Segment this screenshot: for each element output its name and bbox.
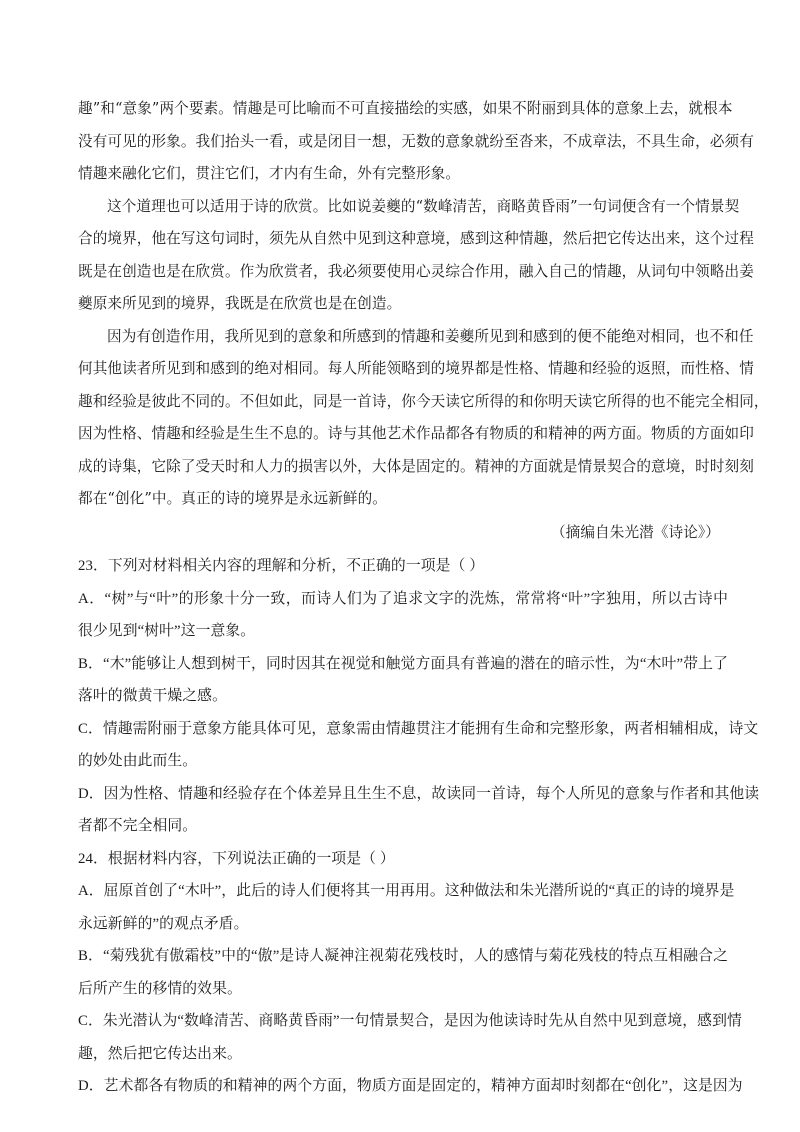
- passage-line: 成的诗集，它除了受天时和人力的损害以外，大体是固定的。精神的方面就是情景契合的意境，时时刻刻: [78, 458, 754, 475]
- option-b-cont: 后所产生的移情的效果。: [78, 981, 242, 997]
- option-a-cont: 永远新鲜的”的观点矛盾。: [78, 916, 249, 932]
- option-a: A．屈原首创了“木叶”，此后的诗人们便将其一用再用。这种做法和朱光潜所说的“真正的诗的境界是: [78, 883, 735, 899]
- passage-line: 因为性格、情趣和经验是生生不息的。诗与其他艺术作品都各有物质的和精神的两方面。物质的方面如印: [78, 425, 754, 442]
- question-stem: 24．根据材料内容，下列说法正确的一项是（ ）: [78, 851, 395, 867]
- option-b: B．“菊残犹有傲霜枝”中的“傲”是诗人凝神注视菊花残枝时，人的感情与菊花残枝的特点互相融合之: [78, 948, 728, 964]
- option-c: C．情趣需附丽于意象方能具体可见，意象需由情趣贯注才能拥有生命和完整形象，两者相辅相成，诗文: [78, 721, 759, 737]
- option-d: D．因为性格、情趣和经验存在个体差异且生生不息，故读同一首诗，每个人所见的意象与作者和其他读: [78, 786, 760, 802]
- option-a-cont: 很少见到“树叶”这一意象。: [78, 623, 256, 639]
- option-d: D．艺术都各有物质的和精神的两个方面，物质方面是固定的，精神方面却时刻都在“创化”，这是因为: [78, 1078, 743, 1094]
- passage-line: 合的境界，他在写这句词时，须先从自然中见到这种意境，感到这种情趣，然后把它传达出来，这个过程: [78, 230, 754, 247]
- passage-line: 趣”和“意象”两个要素。情趣是可比喻而不可直接描绘的实感，如果不附丽到具体的意象上去，就根本: [78, 100, 733, 117]
- option-b: B．“木”能够让人想到树干，同时因其在视觉和触觉方面具有普遍的潜在的暗示性，为“木叶”带上了: [78, 656, 728, 672]
- passage-line: 都在“创化”中。真正的诗的境界是永远新鲜的。: [78, 490, 387, 507]
- passage-line: 既是在创造也是在欣赏。作为欣赏者，我必须要使用心灵综合作用，融入自己的情趣，从词句中领略出姜: [78, 263, 754, 280]
- passage-line: 这个道理也可以适用于诗的欣赏。比如说姜夔的“数峰清苦，商略黄昏雨”一句词便含有一个情景契: [107, 198, 740, 215]
- passage-line: 夔原来所见到的境界，我既是在欣赏也是在创造。: [78, 295, 402, 312]
- passage-line: 何其他读者所见到和感到的绝对相同。每人所能领略到的境界都是性格、情趣和经验的返照，而性格、情: [78, 360, 754, 377]
- passage-source: （摘编自朱光潜《诗论》）: [550, 524, 720, 541]
- option-c-cont: 趣，然后把它传达出来。: [78, 1046, 242, 1062]
- passage-line: 趣和经验是彼此不同的。不但如此，同是一首诗，你今天读它所得的和你明天读它所得的也不能完全相同，: [78, 393, 769, 410]
- question-stem: 23．下列对材料相关内容的理解和分析，不正确的一项是（ ）: [78, 558, 485, 574]
- passage-line: 情趣来融化它们，贯注它们，才内有生命，外有完整形象。: [78, 165, 461, 182]
- passage-line: 没有可见的形象。我们抬头一看，或是闭目一想，无数的意象就纷至沓来，不成章法，不具生命，必须有: [78, 133, 754, 150]
- passage-line: 因为有创造作用，我所见到的意象和所感到的情趣和姜夔所见到和感到的便不能绝对相同，也不和任: [107, 328, 754, 345]
- option-a: A．“树”与“叶”的形象十分一致，而诗人们为了追求文字的洗炼，常常将“叶”字独用，所以古诗中: [78, 591, 728, 607]
- option-c-cont: 的妙处由此而生。: [78, 753, 198, 769]
- option-c: C．朱光潜认为“数峰清苦、商略黄昏雨”一句情景契合，是因为他读诗时先从自然中见到意境，感到情: [78, 1013, 742, 1029]
- option-d-cont: 者都不完全相同。: [78, 818, 198, 834]
- option-b-cont: 落叶的微黄干燥之感。: [78, 688, 227, 704]
